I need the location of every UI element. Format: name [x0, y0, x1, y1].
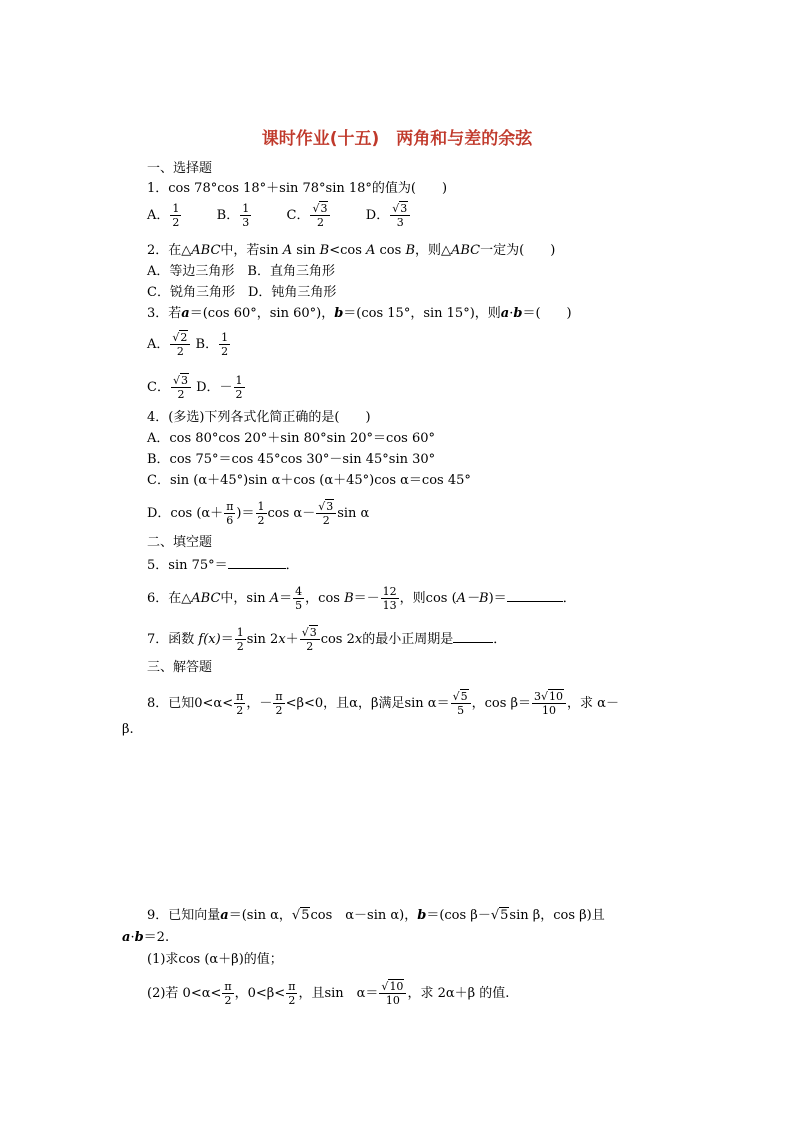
question-5: 5．sin 75°＝ ． — [147, 558, 299, 573]
question-9-continued: a·b＝2. — [122, 930, 170, 945]
question-7: 7．函数 f(x)＝ $\frac{1}{2}$ sin 2x＋ $\frac{√3}{2}$ cos 2x的最小正周期是 ． — [147, 626, 507, 653]
question-1-options: A． $\frac{1}{2}$ B． $\frac{1}{3}$ C． $\frac{√3}{2}$ D． $\frac{√3}{3}$ — [147, 202, 411, 229]
question-8: 8．已知0<α< $\frac{\pi}{2}$ ，－ $\frac{\pi}{2}$ <β<0，且α，β满足sin α＝ $\frac{√5}{5}$ ，cos β＝ $\frac{3√10}{10}$ ，求 α－ — [147, 690, 619, 717]
question-3-options-cd: C． $\frac{√3}{2}$ D．－ $\frac{1}{2}$ — [147, 374, 243, 401]
question-2-options-cd: C．锐角三角形 D．钝角三角形 — [147, 285, 337, 300]
question-4-option-a: A．cos 80°cos 20°＋sin 80°sin 20°＝cos 60° — [147, 431, 435, 446]
answer-blank[interactable] — [453, 630, 493, 643]
question-8-continued: β. — [122, 722, 134, 737]
question-3-stem: 3．若a＝(cos 60°，sin 60°)，b＝(cos 15°，sin 15°)，则a·b＝( ) — [147, 306, 572, 321]
answer-blank[interactable] — [507, 589, 563, 602]
question-2-options-ab: A．等边三角形 B．直角三角形 — [147, 264, 335, 279]
question-4-option-c: C．sin (α＋45°)sin α＋cos (α＋45°)cos α＝cos 45° — [147, 473, 471, 488]
question-6: 6．在△ABC中，sin A＝ $\frac{4}{5}$ ，cos B＝－ $\frac{12}{13}$ ，则cos (A－B)＝ ． — [147, 585, 576, 612]
question-3-options-ab: A． $\frac{√2}{2}$ B． $\frac{1}{2}$ — [147, 331, 229, 358]
section-heading-solve: 三、解答题 — [147, 660, 213, 675]
question-2-stem: 2．在△ABC中，若sin A sin B<cos A cos B，则△ABC一定为( ) — [147, 243, 556, 258]
question-4-stem: 4．(多选)下列各式化简正确的是( ) — [147, 410, 371, 425]
question-4-option-b: B．cos 75°＝cos 45°cos 30°－sin 45°sin 30° — [147, 452, 436, 467]
section-heading-fill: 二、填空题 — [147, 535, 213, 550]
question-1-stem: 1．cos 78°cos 18°＋sin 78°sin 18°的值为( ) — [147, 181, 448, 196]
section-heading-choice: 一、选择题 — [147, 161, 213, 176]
page-title: 课时作业(十五) 两角和与差的余弦 — [261, 129, 533, 149]
question-4-option-d: D．cos (α＋ $\frac{\pi}{6}$ )＝ $\frac{1}{2}$ cos α－ $\frac{√3}{2}$ sin α — [147, 500, 370, 527]
answer-blank[interactable] — [228, 556, 286, 569]
question-9-part-1: (1)求cos (α＋β)的值； — [147, 952, 283, 967]
question-9-part-2: (2)若 0<α< $\frac{\pi}{2}$ ，0<β< $\frac{\pi}{2}$ ，且sin α＝ $\frac{√10}{10}$ ，求 2α＋β 的值. — [147, 980, 510, 1007]
question-9-stem: 9．已知向量a＝(sin α，√5cos α－sin α)，b＝(cos β－√5sin β，cos β)且 — [147, 908, 605, 923]
